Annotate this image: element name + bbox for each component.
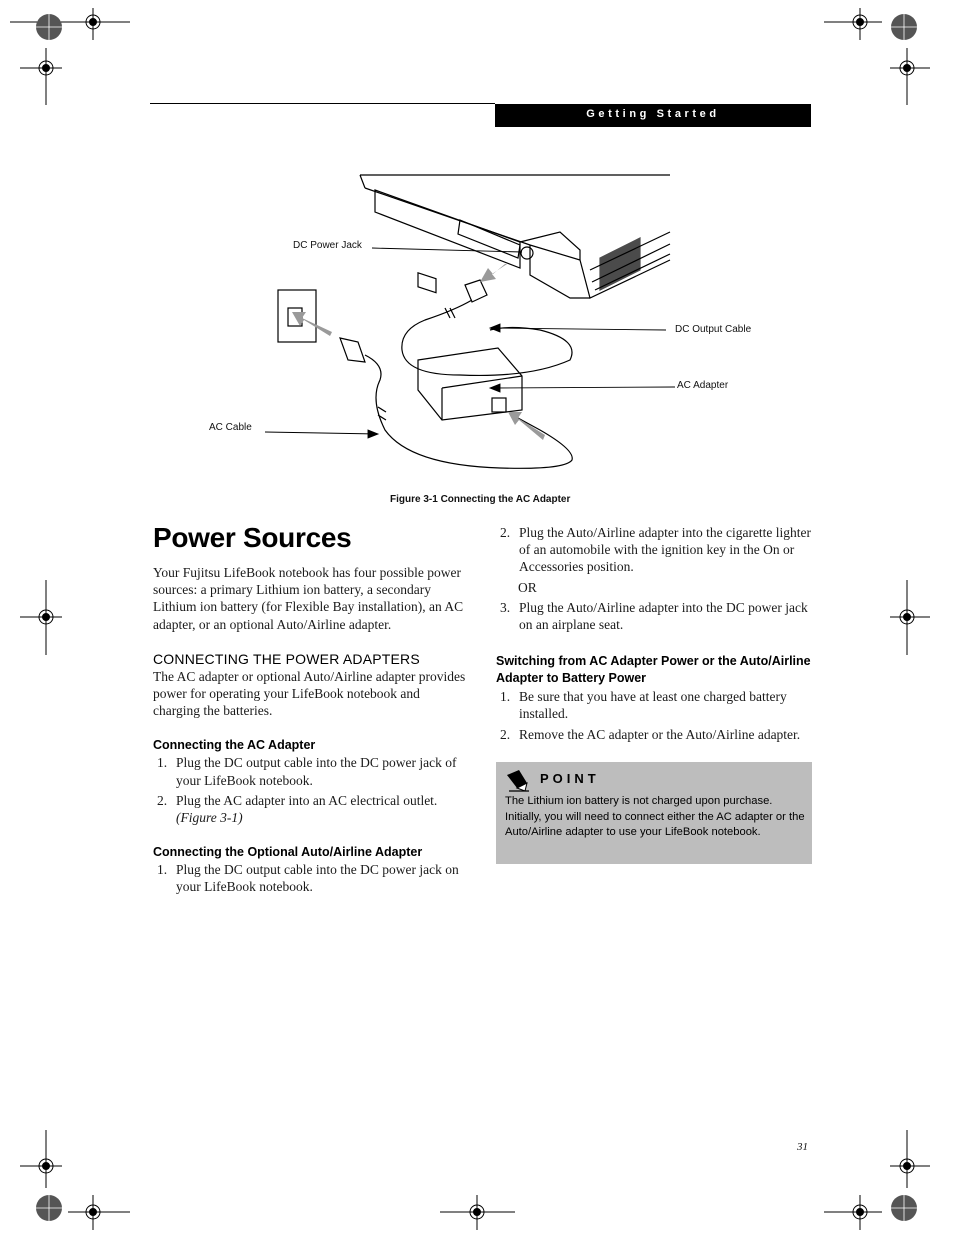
auto-airline-steps-continued <box>496 524 812 576</box>
page-number: 31 <box>797 1141 808 1153</box>
switch-to-battery-heading: Switching from AC Adapter Power or the Auto/Airline Adapter to Battery Power <box>496 654 811 686</box>
list-item: 3. Plug the Auto/Airline adapter into the DC power jack on an airplane seat. <box>500 599 808 633</box>
list-item: 2. Plug the Auto/Airline adapter into the cigarette lighter of an automobile with the ignition key in the On or Accessories position. <box>500 525 812 575</box>
list-item: 1. Plug the DC output cable into the DC power jack on your LifeBook notebook. <box>157 862 459 895</box>
left-column <box>153 520 468 899</box>
figure-reference: (Figure 3-1) <box>176 810 243 826</box>
list-item: 1. Be sure that you have at least one charged battery installed. <box>500 689 787 722</box>
switch-to-battery-steps <box>496 688 812 743</box>
or-separator: OR <box>518 579 537 595</box>
section-paragraph: The AC adapter or optional Auto/Airline adapter provides power for operating your LifeBook notebook and charging the batteries. <box>153 668 466 719</box>
point-text: The Lithium ion battery is not charged upon purchase. Initially, you will need to connect either the AC adapter or the Auto/Airline adapter to use your LifeBook notebook. <box>505 795 805 839</box>
ac-adapter-heading: Connecting the AC Adapter <box>153 738 316 753</box>
list-item: 1. Plug the DC output cable into the DC power jack of your LifeBook notebook. <box>157 755 457 788</box>
page-title: Power Sources <box>153 522 352 553</box>
right-column <box>496 523 812 746</box>
figure-caption: Figure 3-1 Connecting the AC Adapter <box>390 494 571 505</box>
list-item: 2. Plug the AC adapter into an AC electrical outlet. (Figure 3-1) <box>157 792 438 826</box>
label-ac-cable: AC Cable <box>209 422 252 433</box>
point-note-box <box>496 762 812 864</box>
section-header: Getting Started <box>495 104 811 127</box>
ac-adapter-illustration <box>200 150 680 480</box>
label-dc-power-jack: DC Power Jack <box>293 240 362 251</box>
auto-airline-steps <box>153 861 468 895</box>
intro-paragraph: Your Fujitsu LifeBook notebook has four possible power sources: a primary Lithium ion battery, a secondary Lithium ion battery (for Flexible Bay installation), an AC adapter, or an optional Auto/Airline adapter. <box>153 565 464 632</box>
auto-airline-heading: Connecting the Optional Auto/Airline Adapter <box>153 845 423 860</box>
auto-airline-steps-alt <box>496 599 812 633</box>
label-dc-output-cable: DC Output Cable <box>675 324 752 335</box>
point-label: POINT <box>540 771 600 786</box>
section-heading: CONNECTING THE POWER ADAPTERS <box>153 650 420 667</box>
label-ac-adapter: AC Adapter <box>677 380 729 391</box>
ac-adapter-steps <box>153 754 468 826</box>
list-item: 2. Remove the AC adapter or the Auto/Airline adapter. <box>500 726 801 742</box>
pencil-icon <box>505 769 531 793</box>
notebook-outline <box>360 175 670 298</box>
